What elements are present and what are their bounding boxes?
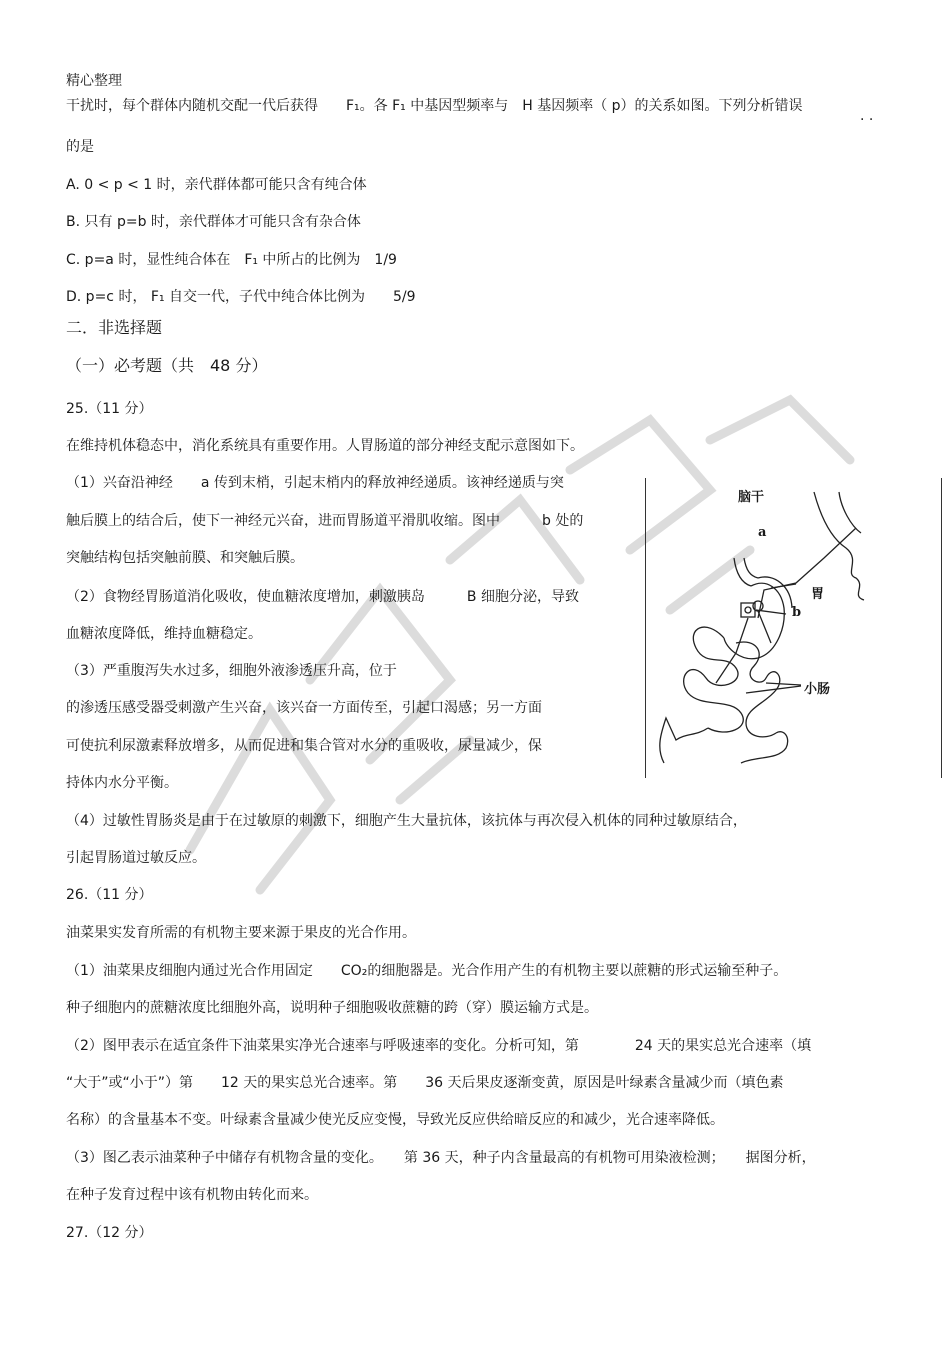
paragraph: （3）图乙表示油菜种子中储存有机物含量的变化。 第 36 天，种子内含量最高的有机物可用染液检测； 据图分析， <box>66 1150 816 1166</box>
option-c: C. p=a 时，显性纯合体在 F₁ 中所占的比例为 1/9 <box>66 252 397 268</box>
paragraph: 在维持机体稳态中，消化系统具有重要作用。人胃肠道的部分神经支配示意图如下。 <box>66 438 584 454</box>
paragraph: 突触结构包括突触前膜、和突触后膜。 <box>66 550 304 566</box>
paragraph: 可使抗利尿激素释放增多，从而促进和集合管对水分的重吸收，尿量减少，保 <box>66 738 542 754</box>
page-header: 精心整理 <box>66 73 122 89</box>
paragraph: 触后膜上的结合后，使下一神经元兴奋，进而胃肠道平滑肌收缩。图中 b 处的 <box>66 513 584 529</box>
emphasis-dots: · · <box>860 112 874 128</box>
paragraph: （2）食物经胃肠道消化吸收，使血糖浓度增加，刺激胰岛 B 细胞分泌，导致 <box>66 589 579 605</box>
subsection-title: （一）必考题（共 48 分） <box>66 356 268 375</box>
label-stomach: 胃 <box>811 587 825 602</box>
paragraph: 油菜果实发育所需的有机物主要来源于果皮的光合作用。 <box>66 925 416 941</box>
paragraph: （1）油菜果皮细胞内通过光合作用固定 CO₂的细胞器是。光合作用产生的有机物主要以蔗糖的形式运输至种子。 <box>66 963 788 979</box>
label-small-intestine: 小肠 <box>804 682 831 697</box>
option-a: A. 0 < p < 1 时，亲代群体都可能只含有纯合体 <box>66 177 367 193</box>
paragraph: 的渗透压感受器受刺激产生兴奋，该兴奋一方面传至，引起口渴感；另一方面 <box>66 700 542 716</box>
paragraph: 在种子发育过程中该有机物由转化而来。 <box>66 1187 318 1203</box>
question-number: 26.（11 分） <box>66 887 153 903</box>
option-b: B. 只有 p=b 时，亲代群体才可能只含有杂合体 <box>66 214 361 230</box>
option-d: D. p=c 时， F₁ 自交一代，子代中纯合体比例为 5/9 <box>66 289 416 305</box>
label-b: b <box>792 605 802 620</box>
label-a: a <box>758 525 767 540</box>
paragraph: 持体内水分平衡。 <box>66 775 178 791</box>
question-stem: 的是 <box>66 139 94 155</box>
paragraph: （2）图甲表示在适宜条件下油菜果实净光合速率与呼吸速率的变化。分析可知，第 24 天的果实总光合速率（填 <box>66 1038 812 1054</box>
question-stem: 干扰时，每个群体内随机交配一代后获得 F₁。各 F₁ 中基因型频率与 H 基因频率（ p）的关系如图。下列分析错误 <box>66 98 803 114</box>
gi-nerve-diagram <box>645 478 942 778</box>
paragraph: （1）兴奋沿神经 a 传到末梢，引起末梢内的释放神经递质。该神经递质与突 <box>66 475 564 491</box>
question-number: 27.（12 分） <box>66 1225 153 1241</box>
section-title: 二．非选择题 <box>66 318 163 337</box>
question-number: 25.（11 分） <box>66 401 153 417</box>
paragraph: （3）严重腹泻失水过多，细胞外液渗透压升高，位于 <box>66 663 397 679</box>
paragraph: 种子细胞内的蔗糖浓度比细胞外高，说明种子细胞吸收蔗糖的跨（穿）膜运输方式是。 <box>66 1000 598 1016</box>
label-brainstem: 脑干 <box>738 490 765 505</box>
paragraph: 血糖浓度降低，维持血糖稳定。 <box>66 626 262 642</box>
paragraph: （4）过敏性胃肠炎是由于在过敏原的刺激下，细胞产生大量抗体，该抗体与再次侵入机体的同种过敏原结合， <box>66 813 747 829</box>
paragraph: “大于”或“小于”）第 12 天的果实总光合速率。第 36 天后果皮逐渐变黄，原因是叶绿素含量减少而（填色素 <box>66 1075 784 1091</box>
paragraph: 引起胃肠道过敏反应。 <box>66 850 206 866</box>
paragraph: 名称）的含量基本不变。叶绿素含量减少使光反应变慢，导致光反应供给暗反应的和减少，光合速率降低。 <box>66 1112 724 1128</box>
